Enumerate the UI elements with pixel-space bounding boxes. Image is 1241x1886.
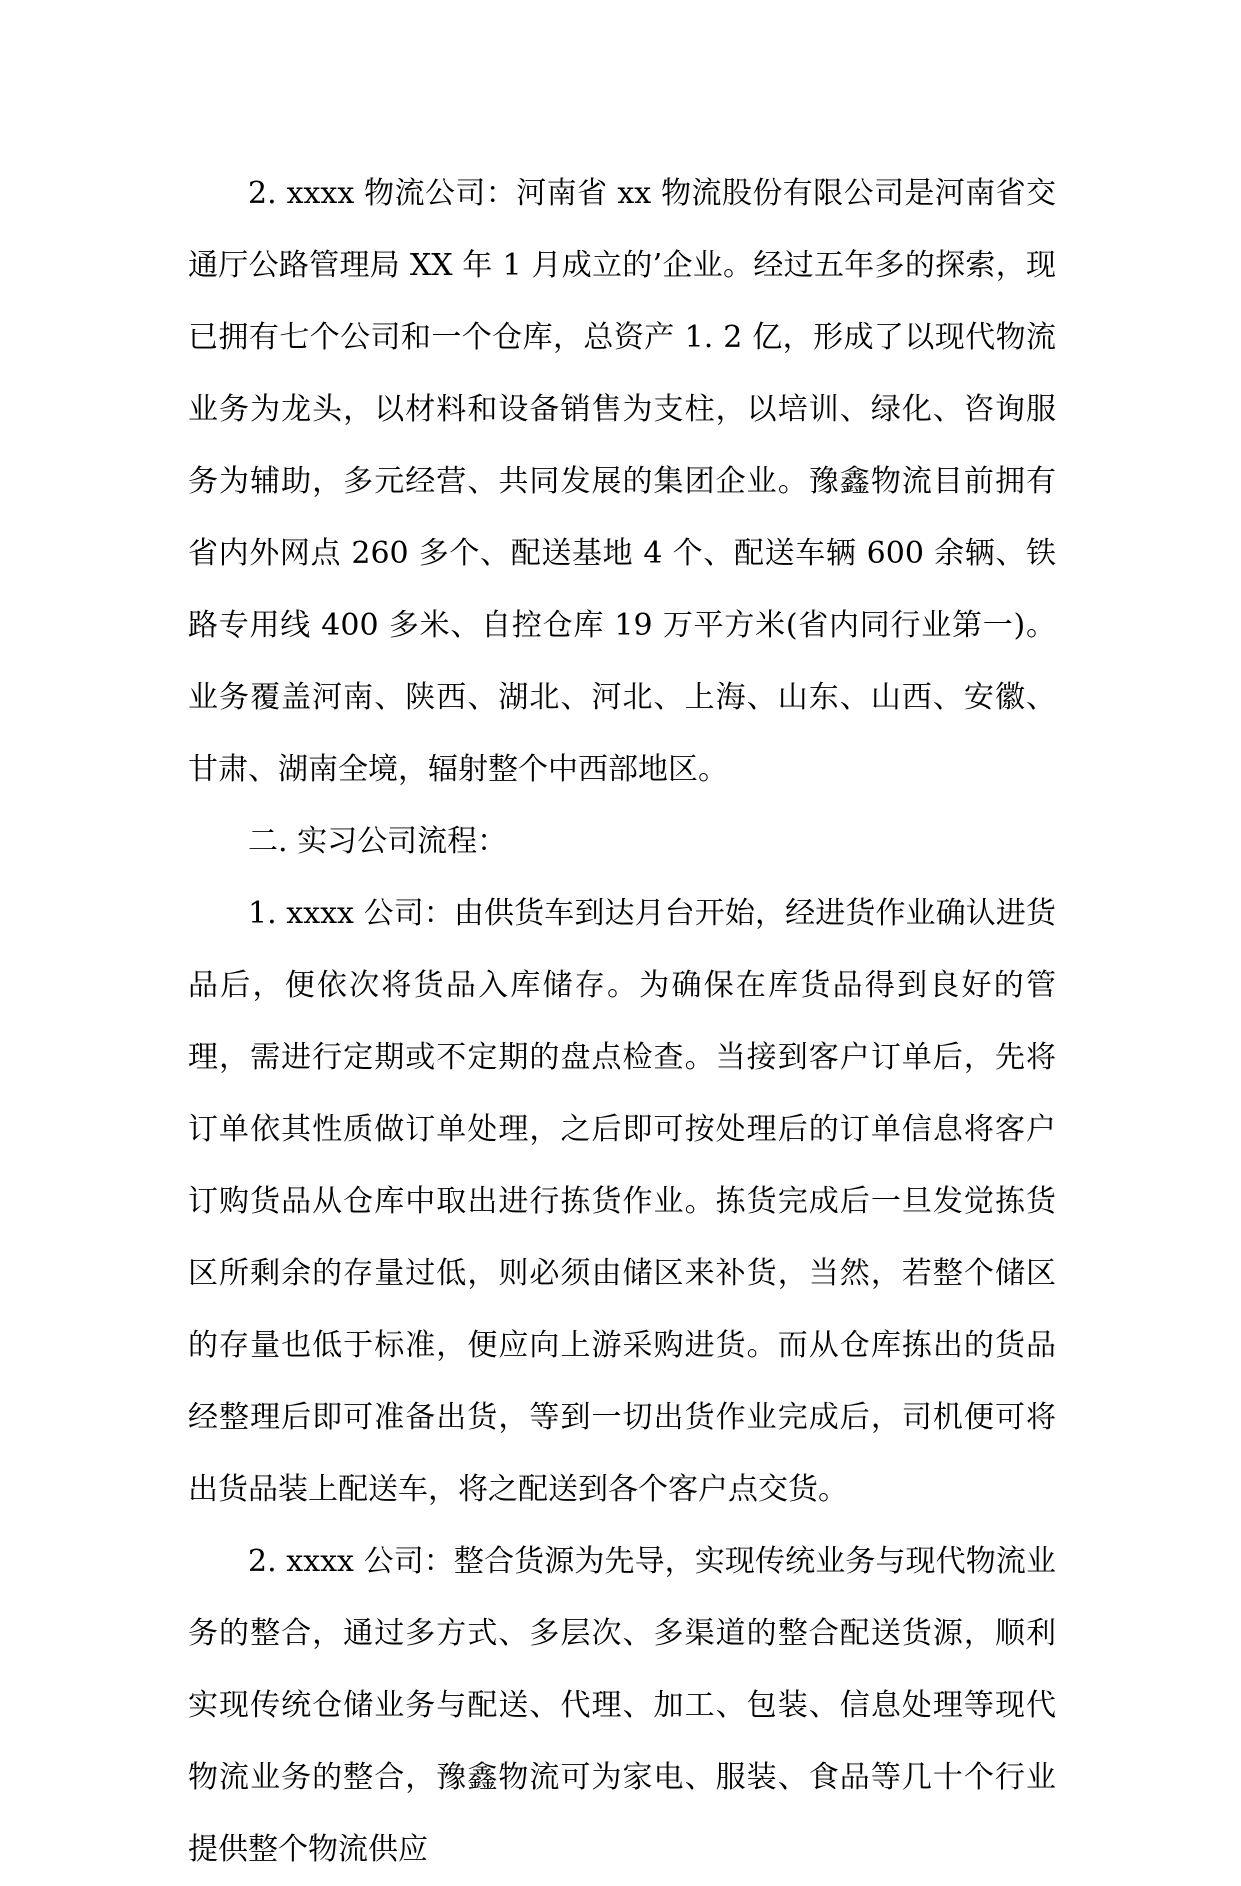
document-body: [188, 158, 1056, 1886]
paragraph-process-2: 2. xxxx 公司：整合货源为先导，实现传统业务与现代物流业务的整合，通过多方式、多层次、多渠道的整合配送货源，顺利实现传统仓储业务与配送、代理、加工、包装、信息处理等现代物流业务的整合，豫鑫物流可为家电、服装、食品等几十个行业提供整个物流供应: [188, 1544, 1056, 1867]
paragraph-company-intro: 2. xxxx 物流公司：河南省 xx 物流股份有限公司是河南省交通厅公路管理局 XX 年 1 月成立的’企业。经过五年多的探索，现已拥有七个公司和一个仓库，总资产 1. 2 亿，形成了以现代物流业务为龙头，以材料和设备销售为支柱，以培训、绿化、咨询服务为辅助，多元经营、共同发展的集团企业。豫鑫物流目前拥有省内外网点 260 多个、配送基地 4 个、配送车辆 600 余辆、铁路专用线 400 多米、自控仓库 19 万平方米(省内同行业第一)。业务覆盖河南、陕西、湖北、河北、上海、山东、山西、安徽、甘肃、湖南全境，辐射整个中西部地区。: [188, 176, 1056, 787]
paragraph-process-1: 1. xxxx 公司：由供货车到达月台开始，经进货作业确认进货品后，便依次将货品入库储存。为确保在库货品得到良好的管理，需进行定期或不定期的盘点检查。当接到客户订单后，先将订单依其性质做订单处理，之后即可按处理后的订单信息将客户订购货品从仓库中取出进行拣货作业。拣货完成后一旦发觉拣货区所剩余的存量过低，则必须由储区来补货，当然，若整个储区的存量也低于标准，便应向上游采购进货。而从仓库拣出的货品经整理后即可准备出货，等到一切出货作业完成后，司机便可将出货品装上配送车，将之配送到各个客户点交货。: [188, 896, 1056, 1507]
section-heading-process: 二. 实习公司流程：: [248, 824, 508, 859]
